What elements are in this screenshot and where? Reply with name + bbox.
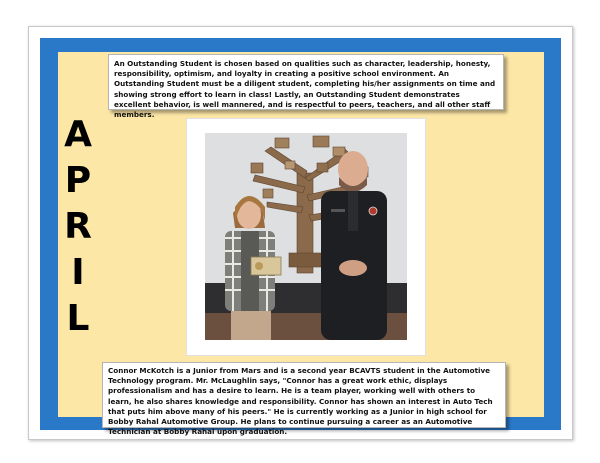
month-letter: L	[66, 298, 90, 339]
month-vertical-title	[58, 112, 98, 342]
month-letter: P	[64, 160, 92, 201]
student-bio: Connor McKotch is a Junior from Mars and is a second year BCAVTS student in the Automotive Technology program. Mr. McLaughlin says, "Connor has a great work ethic, displays professionalism and has a desire to learn. He is a team player, working well with others to learn, he also shares knowledge and responsibility. Connor has shown an interest in Auto Tech that puts him above many of his peers." He is currently working as a Junior in high school for Bobby Rahal Automotive Group. He plans to continue pursuing a career as an Automotive Technician at Bobby Rahal upon graduation.	[102, 362, 506, 428]
month-letter: A	[64, 114, 92, 155]
month-letter: I	[71, 252, 85, 293]
award-photo	[205, 133, 407, 340]
outstanding-student-description: An Outstanding Student is chosen based on qualities such as character, leadership, honesty, responsibility, optimism, and loyalty in creating a positive school environment. An Outstanding Student must be a diligent student, completing his/her assignments on time and showing strong effort to learn in class! Lastly, an Outstanding Student demonstrates excellent behavior, is well mannered, and is respectful to peers, teachers, and all other staff members.	[108, 54, 504, 110]
month-letter: R	[64, 206, 92, 247]
